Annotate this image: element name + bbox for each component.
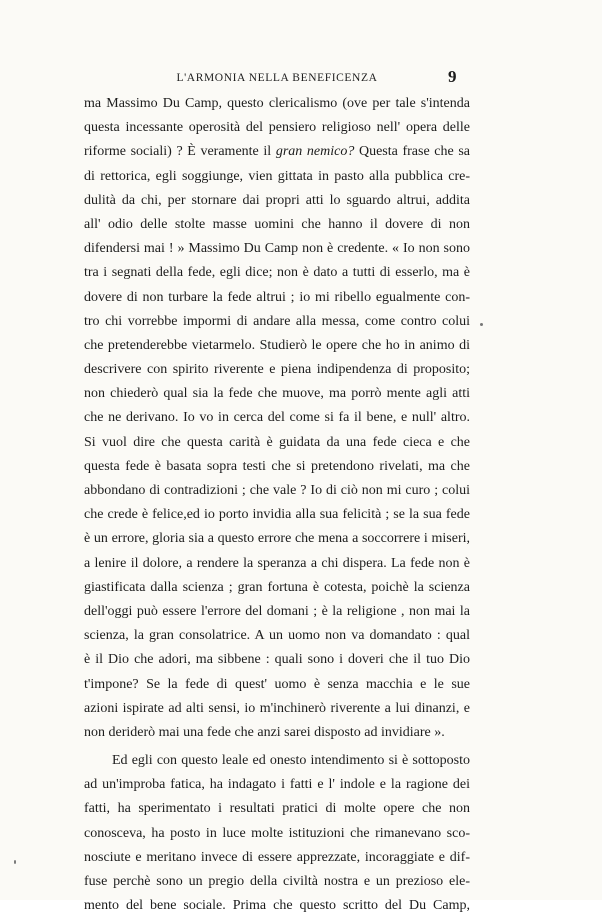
text-line: che pretenderebbe vietarmelo. Studierò le opere che ho in animo di — [84, 337, 470, 353]
text-line: all' odio delle stolte masse uomini che hanno il dovere di non — [84, 216, 470, 232]
paragraph-1 — [84, 92, 470, 745]
page-number: 9 — [448, 67, 457, 86]
text-line: difendersi mai ! » Massimo Du Camp non è credente. « Io non sono — [84, 241, 470, 257]
italic-phrase: gran nemico? — [275, 144, 355, 160]
print-speck — [14, 860, 16, 864]
paragraph-2 — [84, 749, 470, 918]
body-text — [84, 92, 470, 918]
text-line: ma Massimo Du Camp, questo clericalismo (ove per tale s'intenda — [84, 96, 470, 111]
text-line: descrivere con spirito riverente e piena indipendenza di proposito; — [84, 362, 470, 378]
text-line: tro chi vorrebbe impormi di andare alla messa, come contro colui — [84, 313, 470, 329]
text-line: ad un'improba fatica, ha indagato i fatti e l' indole e la ragione dei — [84, 777, 470, 793]
text-segment: riforme sociali) ? È veramente il — [84, 144, 272, 160]
text-line: fuse perchè sono un pregio della civiltà nostra e un prezioso ele- — [84, 874, 470, 889]
text-line: dovere di non turbare la fede altrui ; io mi ribello egualmente con- — [84, 289, 470, 305]
text-line: conosceva, ha posto in luce molte istituzioni che rimanevano sco- — [84, 825, 470, 841]
text-line: t'impone? Se la fede di quest' uomo è senza macchia e le sue — [84, 676, 470, 692]
print-speck — [480, 323, 483, 326]
text-line: è un errore, gloria sia a questo errore che mena a soccorrere i miseri, — [84, 531, 470, 547]
text-line: questa incessante operosità del pensiero religioso nell' opera delle — [84, 120, 470, 136]
text-line: giastificata dalla scienza ; gran fortuna è cotesta, poichè la scienza — [84, 579, 470, 595]
text-line: che crede è felice,ed io porto invidia alla sua felicità ; se la sua fede — [84, 507, 470, 523]
text-line: dell'oggi può essere l'errore del domani ; è la religione , non mai la — [84, 603, 470, 619]
text-line: Ed egli con questo leale ed onesto intendimento si è sottoposto — [112, 753, 470, 769]
text-line: è il Dio che adori, ma sibbene : quali sono i doveri che il tuo Dio — [84, 652, 470, 668]
text-line: non deriderò mai una fede che anzi sarei disposto ad invidiare ». — [84, 724, 445, 740]
text-line: Si vuol dire che questa carità è guidata da una fede cieca e che — [84, 434, 470, 450]
text-line: questa fede è basata sopra testi che si pretendono rivelati, ma che — [84, 458, 470, 474]
text-line: dulità da chi, per stornare dai propri atti lo sguardo altrui, addita — [84, 192, 470, 208]
text-line: scienza, la gran consolatrice. A un uomo non va domandato : qual — [84, 628, 470, 644]
text-segment: Questa frase che sa — [354, 144, 471, 160]
text-line: che ne derivano. Io vo in cerca del come si fa il bene, e null' altro. — [84, 410, 470, 426]
text-line: fatti, ha sperimentato i resultati pratici di molte opere che non — [84, 801, 470, 817]
text-line: a lenire il dolore, a rendere la speranza a chi dispera. La fede non è — [84, 555, 470, 571]
text-line: di rettorica, egli soggiunge, vien gittata in pasto alla pubblica cre- — [84, 168, 470, 184]
text-line: non chiederò qual sia la fede che muove, ma porrò mente agli atti — [84, 386, 470, 402]
running-header — [84, 72, 470, 84]
running-title: L'ARMONIA NELLA BENEFICENZA — [176, 72, 378, 84]
text-line: nosciute e meritano invece di essere apprezzate, incoraggiate e dif- — [84, 849, 470, 865]
text-line — [84, 140, 470, 164]
text-line: abbondano di contradizioni ; che vale ? Io di ciò non mi curo ; colui — [84, 483, 470, 498]
text-line: azioni ispirate ad alti sensi, io m'inchinerò riverente a lui dinanzi, e — [84, 700, 470, 716]
text-line: mento del bene sociale. Prima che questo scritto del Du Camp, — [84, 898, 470, 914]
text-line: tra i segnati della fede, egli dice; non è dato a tutti di esserlo, ma è — [84, 265, 470, 281]
